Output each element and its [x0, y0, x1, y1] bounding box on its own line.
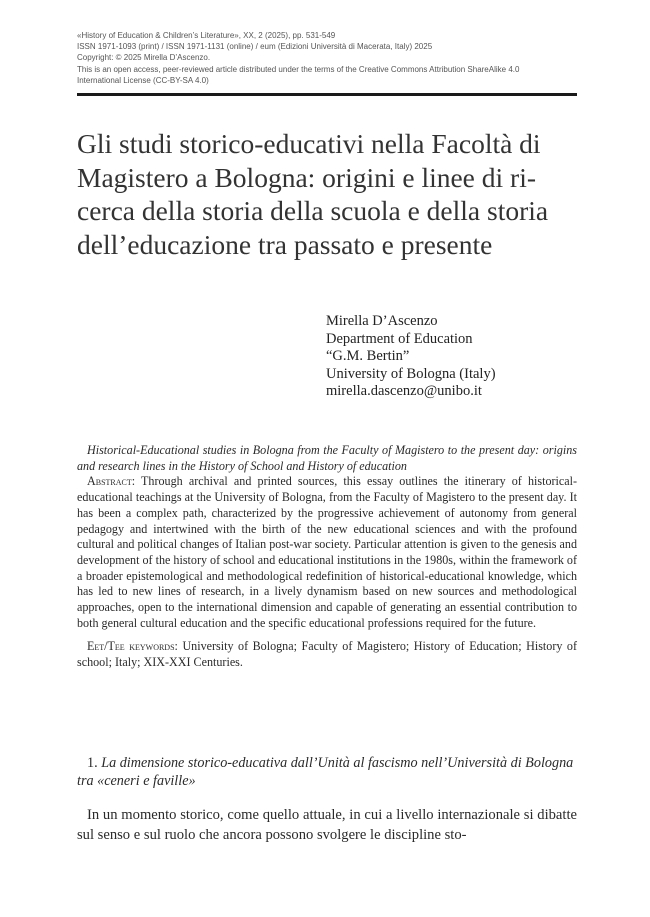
title-line: dell’educazione tra passato e presente [77, 228, 493, 260]
keywords-label: Eet/Tee keywords: [87, 639, 178, 654]
journal-header [77, 30, 577, 86]
body-paragraph: In un momento storico, come quello attuale, in cui a livello internazionale si dibatte sul senso e sul ruolo che ancora possono svolgere le discipline sto- [77, 807, 577, 843]
abstract-paragraph [77, 474, 577, 631]
section-number: 1. [87, 755, 98, 771]
author-department-name: “G.M. Bertin” [326, 348, 410, 365]
author-department: Department of Education [326, 330, 473, 347]
header-line-copyright: Copyright: © 2025 Mirella D’Ascenzo. [77, 53, 211, 63]
section-title: La dimensione storico-educativa dall’Unità al fascismo nell’Università di Bologna tra «ceneri e faville» [77, 755, 574, 789]
author-name: Mirella D’Ascenzo [326, 313, 438, 329]
header-line-issn: ISSN 1971-1093 (print) / ISSN 1971-1131 (online) / eum (Edizioni Università di Macerata, Italy) 2025 [77, 42, 433, 52]
title-line: Magistero a Bologna: origini e linee di ri- [77, 161, 536, 193]
article-title [77, 127, 577, 261]
abstract-block [77, 443, 577, 671]
author-university: University of Bologna (Italy) [326, 365, 496, 382]
author-email[interactable]: mirella.dascenzo@unibo.it [326, 383, 482, 400]
abstract-label: Abstract: [87, 474, 136, 489]
keywords-text: University of Bologna; Faculty of Magistero; History of Education; History of school; Italy; XIX-XXI Centuries. [77, 639, 577, 670]
author-block [326, 313, 576, 401]
title-line: cerca della storia della scuola e della storia [77, 195, 549, 226]
header-divider [77, 93, 577, 96]
abstract-text: Through archival and printed sources, this essay outlines the itinerary of historical-educational teachings at the University of Bologna, from the Faculty of Magistero to the present day. It has been a complex path, characterized by the progressive achievement of autonomy from general pedagogy and intertwined with the birth of the new educational sciences and with the profound cultural and political changes of Italian post-war society. Particular attention is given to the genesis and development of the history of school and educational institutions in the 1980s, within the framework of a broader epistemological and methodological redefinition of historical-educational knowledge, which has led to new lines of research, in a lively dynamism based on new sources and methodological approaches, open to the international dimension and capable of generating an essential contribution to both general cultural education and the specific educational professions required for the future. [77, 474, 578, 630]
section-heading [77, 755, 577, 790]
header-line-license: This is an open access, peer-reviewed article distributed under the terms of the Creative Commons Attribution ShareAlike 4.0 [77, 64, 520, 74]
english-title: Historical-Educational studies in Bologna from the Faculty of Magistero to the present day: origins and research lines in the History of School and History of education [77, 443, 577, 473]
keywords-paragraph [77, 639, 577, 670]
header-line-license-cont: International License (CC-BY-SA 4.0) [77, 75, 209, 85]
title-line: Gli studi storico-educativi nella Facoltà di [77, 128, 541, 159]
header-line-citation: «History of Education & Children’s Literature», XX, 2 (2025), pp. 531-549 [77, 31, 336, 40]
